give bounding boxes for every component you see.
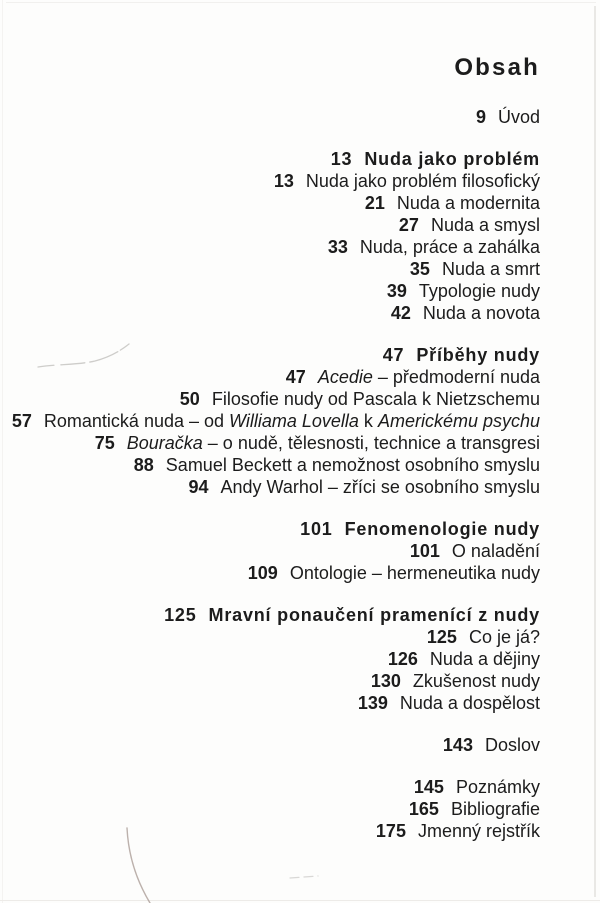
entry-title: Zkušenost nudy (412, 671, 540, 691)
entry-title: Nuda a modernita (396, 193, 540, 213)
toc-group (476, 106, 540, 128)
page-number: 94 (188, 477, 209, 497)
entry-title: Co je já? (468, 627, 540, 647)
toc-section-header (164, 604, 540, 626)
toc-group (274, 148, 540, 324)
toc-entry (443, 734, 540, 756)
page-number: 101 (300, 519, 333, 539)
toc-group (443, 734, 540, 756)
toc-entry (189, 476, 541, 498)
toc-entry (410, 258, 540, 280)
page-number: 9 (475, 107, 486, 127)
entry-title: Nuda, práce a zahálka (359, 237, 540, 257)
toc-section-header (300, 518, 540, 540)
entry-title: Romantická nuda – od Williama Lovella k Americkému psychu (43, 411, 540, 431)
page-number: 109 (247, 563, 278, 583)
toc-group (12, 344, 540, 498)
toc-entry (414, 776, 540, 798)
page-number: 35 (409, 259, 430, 279)
toc-entry (427, 626, 540, 648)
toc-entry (358, 692, 540, 714)
page-number: 27 (398, 215, 419, 235)
entry-title: Nuda a novota (422, 303, 540, 323)
toc-entry (365, 192, 540, 214)
entry-title: Nuda a smysl (430, 215, 540, 235)
entry-title: Doslov (484, 735, 540, 755)
page-number: 143 (442, 735, 473, 755)
toc-entry (95, 432, 540, 454)
page-number: 145 (413, 777, 444, 797)
page-number: 175 (375, 821, 406, 841)
page-number: 125 (164, 605, 197, 625)
page-number: 130 (370, 671, 401, 691)
toc-entry (399, 214, 540, 236)
page-number: 50 (179, 389, 200, 409)
toc-entry (376, 820, 540, 842)
toc-entry (371, 670, 540, 692)
toc-entry (274, 170, 540, 192)
page-number: 88 (133, 455, 154, 475)
toc-entry (12, 410, 540, 432)
toc-entry (248, 562, 540, 584)
entry-title: Bouračka – o nudě, tělesnosti, technice a transgresi (126, 433, 540, 453)
toc-section-header (331, 148, 540, 170)
toc-entry (134, 454, 540, 476)
page-number: 47 (382, 345, 405, 365)
entry-title: Poznámky (455, 777, 540, 797)
toc-entry (388, 648, 540, 670)
toc-entry (476, 106, 540, 128)
entry-title: Úvod (497, 107, 540, 127)
page-number: 139 (357, 693, 388, 713)
page-number: 57 (11, 411, 32, 431)
page-number: 47 (285, 367, 306, 387)
toc-group (248, 518, 540, 584)
page-number: 13 (330, 149, 353, 169)
entry-title: Nuda jako problém filosofický (305, 171, 540, 191)
table-of-contents (0, 54, 540, 842)
page-right-edge (594, 6, 596, 897)
entry-title: Ontologie – hermeneutika nudy (289, 563, 540, 583)
entry-title: Nuda a dospělost (399, 693, 540, 713)
page-number: 125 (426, 627, 457, 647)
entry-title: Acedie – předmoderní nuda (317, 367, 540, 387)
page-number: 39 (386, 281, 407, 301)
entry-title: Nuda a dějiny (429, 649, 540, 669)
toc-section-header (383, 344, 540, 366)
toc-entry (410, 540, 540, 562)
entry-title: Typologie nudy (418, 281, 540, 301)
entry-title: Fenomenologie nudy (344, 519, 540, 539)
entry-title: O naladění (451, 541, 540, 561)
page-number: 75 (94, 433, 115, 453)
page-number: 33 (327, 237, 348, 257)
toc-groups (0, 82, 540, 842)
page-title: Obsah (454, 54, 540, 81)
page-number: 126 (387, 649, 418, 669)
entry-title: Příběhy nudy (416, 345, 540, 365)
toc-entry (409, 798, 540, 820)
entry-title: Nuda jako problém (364, 149, 540, 169)
toc-entry (387, 280, 540, 302)
toc-group (164, 604, 540, 714)
entry-title: Nuda a smrt (441, 259, 540, 279)
toc-entry (328, 236, 540, 258)
page-number: 21 (364, 193, 385, 213)
entry-title: Jmenný rejstřík (417, 821, 540, 841)
entry-title: Bibliografie (450, 799, 540, 819)
entry-title: Mravní ponaučení pramenící z nudy (208, 605, 540, 625)
entry-title: Samuel Beckett a nemožnost osobního smyslu (165, 455, 540, 475)
page-number: 101 (409, 541, 440, 561)
toc-entry (391, 302, 540, 324)
toc-entry (180, 388, 540, 410)
page-number: 165 (408, 799, 439, 819)
page-number: 13 (273, 171, 294, 191)
entry-title: Andy Warhol – zříci se osobního smyslu (220, 477, 540, 497)
entry-title: Filosofie nudy od Pascala k Nietzschemu (211, 389, 540, 409)
toc-entry (286, 366, 540, 388)
page-bottom-edge (0, 900, 600, 901)
page-number: 42 (390, 303, 411, 323)
toc-group (376, 776, 540, 842)
page-top-edge (6, 2, 596, 3)
scan-smudge (290, 876, 318, 878)
